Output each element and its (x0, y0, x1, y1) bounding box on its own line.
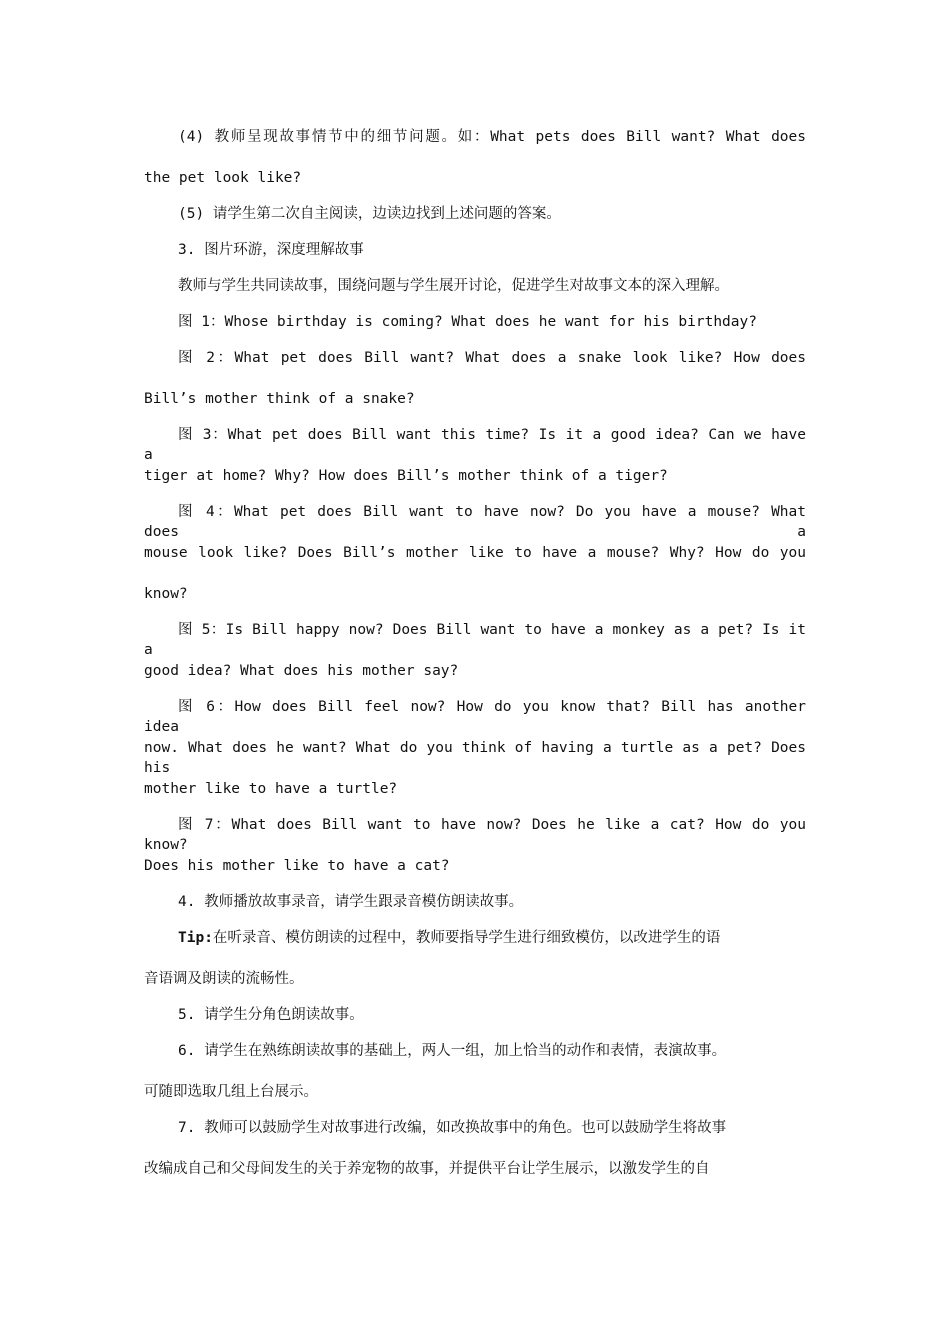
picture-3-questions-line-2: tiger at home? Why? How does Bill’s mother think of a tiger? (144, 468, 668, 484)
step-4-question-line-1: (4) 教师呈现故事情节中的细节问题。如：What pets does Bill want? What does (178, 129, 806, 145)
picture-7-questions-line-1: 图 7：What does Bill want to have now? Does he like a cat? How do you know? (144, 817, 806, 853)
section-3-heading: 3. 图片环游，深度理解故事 (178, 242, 364, 258)
tip-text: 在听录音、模仿朗读的过程中，教师要指导学生进行细致模仿，以改进学生的语 (212, 930, 721, 946)
picture-2-questions-line-2: Bill’s mother think of a snake? (144, 391, 415, 407)
picture-6-questions-line-3: mother like to have a turtle? (144, 781, 398, 797)
tip-label: Tip: (178, 930, 213, 946)
picture-5-questions-line-1: 图 5：Is Bill happy now? Does Bill want to have a monkey as a pet? Is it a (144, 622, 806, 658)
step-5-line: (5) 请学生第二次自主阅读，边读边找到上述问题的答案。 (178, 206, 561, 222)
picture-1-questions: 图 1：Whose birthday is coming? What does he want for his birthday? (178, 314, 757, 330)
picture-4-questions-line-1: 图 4：What pet does Bill want to have now? Do you have a mouse? What does a (144, 504, 806, 540)
step-7-line-2: 改编成自己和父母间发生的关于养宠物的故事，并提供平台让学生展示，以激发学生的自 (144, 1161, 710, 1177)
picture-4-questions-line-3: know? (144, 586, 188, 602)
picture-6-questions-line-1: 图 6：How does Bill feel now? How do you know that? Bill has another idea (144, 699, 806, 735)
tip-line-1 (144, 928, 806, 948)
step-6-line-1: 6. 请学生在熟练朗读故事的基础上，两人一组，加上恰当的动作和表情，表演故事。 (178, 1043, 727, 1059)
section-3-intro: 教师与学生共同读故事，围绕问题与学生展开讨论，促进学生对故事文本的深入理解。 (178, 278, 729, 294)
picture-6-questions-line-2: now. What does he want? What do you think of having a turtle as a pet? Does his (144, 740, 806, 776)
step-4-question-line-2: the pet look like? (144, 170, 302, 186)
picture-5-questions-line-2: good idea? What does his mother say? (144, 663, 459, 679)
picture-4-questions-line-2: mouse look like? Does Bill’s mother like to have a mouse? Why? How do you (144, 545, 806, 561)
step-6-line-2: 可随即选取几组上台展示。 (144, 1084, 318, 1100)
picture-2-questions-line-1: 图 2：What pet does Bill want? What does a snake look like? How does (178, 350, 806, 366)
tip-line-2: 音语调及朗读的流畅性。 (144, 971, 304, 987)
step-4-recording-line: 4. 教师播放故事录音，请学生跟录音模仿朗读故事。 (178, 894, 524, 910)
step-5-roles-line: 5. 请学生分角色朗读故事。 (178, 1007, 364, 1023)
step-7-line-1: 7. 教师可以鼓励学生对故事进行改编，如改换故事中的角色。也可以鼓励学生将故事 (178, 1120, 727, 1136)
picture-3-questions-line-1: 图 3：What pet does Bill want this time? Is it a good idea? Can we have a (144, 427, 806, 463)
picture-7-questions-line-2: Does his mother like to have a cat? (144, 858, 450, 874)
